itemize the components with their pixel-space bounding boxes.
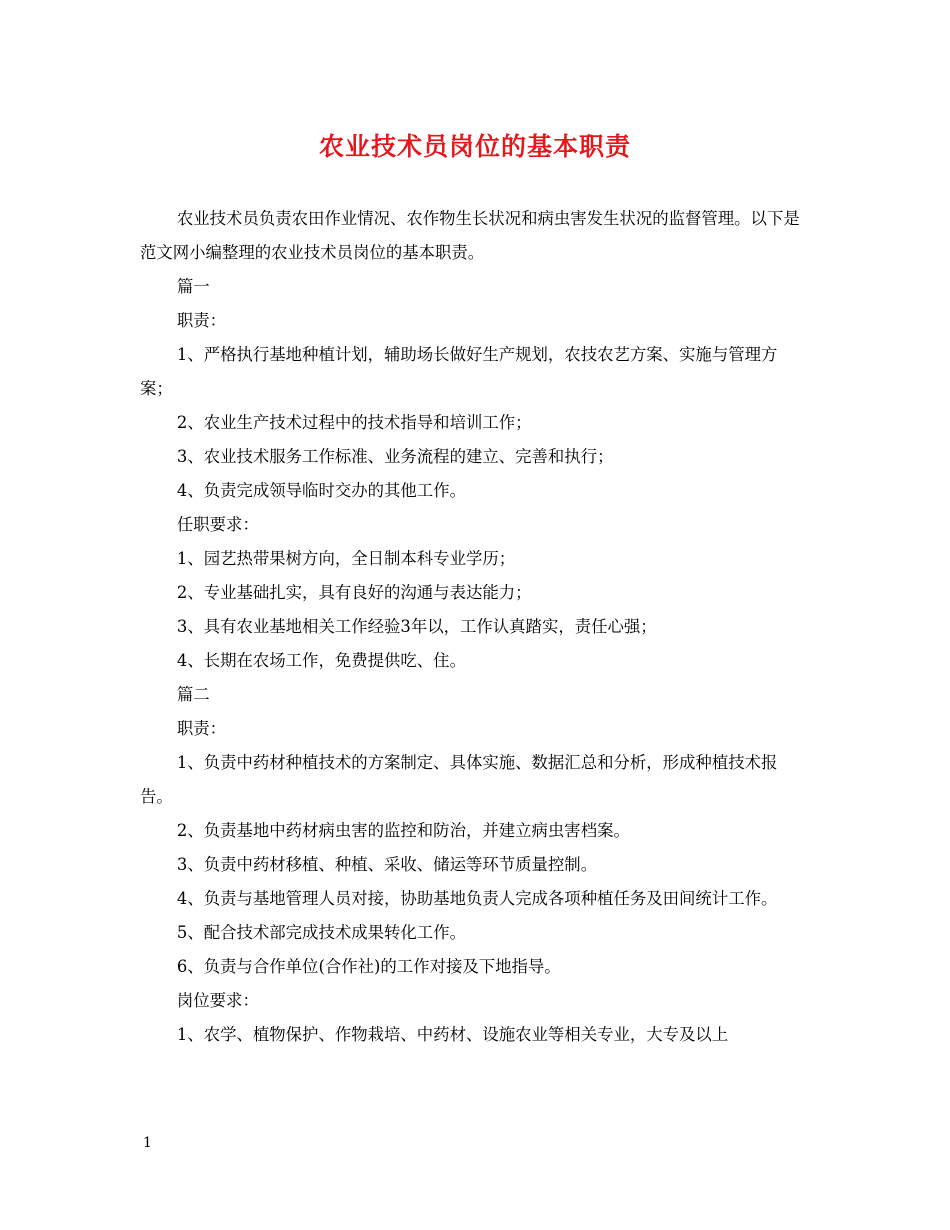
subheading-requirements: 任职要求： <box>176 515 259 534</box>
section-heading-part-one: 篇一 <box>176 277 210 296</box>
list-item: 4、负责完成领导临时交办的其他工作。 <box>176 481 466 500</box>
subheading-duties: 职责： <box>176 311 227 330</box>
list-item: 2、专业基础扎实，具有良好的沟通与表达能力； <box>176 583 532 602</box>
subheading-duties: 职责： <box>176 719 227 738</box>
list-item: 3、农业技术服务工作标准、业务流程的建立、完善和执行； <box>176 447 614 466</box>
list-item: 4、长期在农场工作，免费提供吃、住。 <box>176 651 466 670</box>
section-heading-part-two: 篇二 <box>176 685 210 704</box>
list-item: 6、负责与合作单位(合作社)的工作对接及下地指导。 <box>176 957 561 976</box>
intro-paragraph: 农业技术员负责农田作业情况、农作物生长状况和病虫害发生状况的监督管理。以下是范文网小编整理的农业技术员岗位的基本职责。 <box>140 209 800 262</box>
list-item: 4、负责与基地管理人员对接，协助基地负责人完成各项种植任务及田间统计工作。 <box>176 889 778 908</box>
list-item: 2、负责基地中药材病虫害的监控和防治，并建立病虫害档案。 <box>176 821 630 840</box>
list-item: 1、严格执行基地种植计划，辅助场长做好生产规划，农技农艺方案、实施与管理方案； <box>140 345 778 398</box>
page-number: 1 <box>143 1135 152 1151</box>
list-item: 3、负责中药材移植、种植、采收、储运等环节质量控制。 <box>176 855 598 874</box>
document-title: 农业技术员岗位的基本职责 <box>318 132 631 161</box>
subheading-position-requirements: 岗位要求： <box>176 991 259 1010</box>
list-item: 1、负责中药材种植技术的方案制定、具体实施、数据汇总和分析，形成种植技术报告。 <box>140 753 778 806</box>
list-item: 2、农业生产技术过程中的技术指导和培训工作； <box>176 413 532 432</box>
list-item: 3、具有农业基地相关工作经验3年以，工作认真踏实，责任心强； <box>176 617 657 636</box>
document-body <box>140 202 810 1052</box>
list-item: 1、农学、植物保护、作物栽培、中药材、设施农业等相关专业，大专及以上 <box>176 1025 729 1044</box>
list-item: 5、配合技术部完成技术成果转化工作。 <box>176 923 466 942</box>
list-item: 1、园艺热带果树方向，全日制本科专业学历； <box>176 549 516 568</box>
